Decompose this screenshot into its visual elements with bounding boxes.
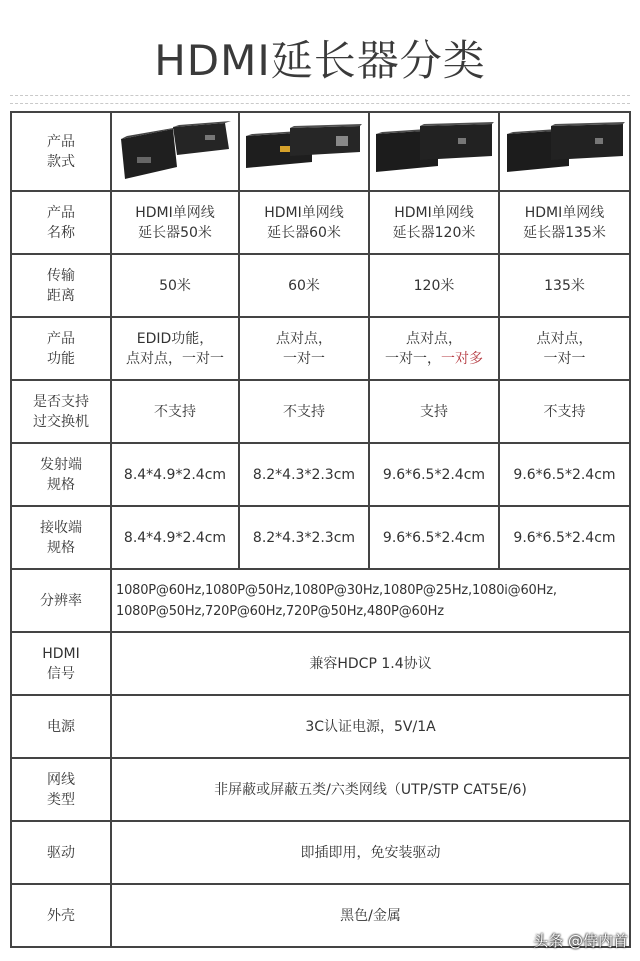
extender-60m-image [244,122,364,182]
label-text: HDMI 信号 [42,645,80,682]
cell-text: HDMI单网线 延长器60米 [264,204,344,241]
row-resolution [11,569,630,632]
tx-cell: 9.6*6.5*2.4cm [499,443,630,506]
row-hdmi [11,632,630,695]
label-text: 产品 功能 [47,330,75,367]
power-cell: 3C认证电源，5V/1A [111,695,630,758]
product-image-cell [369,112,499,191]
row-label [11,317,111,380]
row-label [11,506,111,569]
distance-cell: 60米 [239,254,369,317]
name-cell [239,191,369,254]
divider [10,95,630,96]
rx-cell: 9.6*6.5*2.4cm [499,506,630,569]
divider [10,103,630,104]
row-name [11,191,630,254]
row-label [11,254,111,317]
product-image-cell [111,112,239,191]
row-label [11,380,111,443]
row-label [11,758,111,821]
label-text: 接收端 规格 [40,519,82,556]
cell-text: HDMI单网线 延长器120米 [392,204,476,241]
label-text: 是否支持 过交换机 [33,393,89,430]
product-image-cell [239,112,369,191]
tx-cell: 8.4*4.9*2.4cm [111,443,239,506]
row-label: 驱动 [11,821,111,884]
distance-cell: 135米 [499,254,630,317]
label-text: 网线 类型 [47,771,75,808]
extender-135m-image [503,122,627,182]
cell-text: 1080P@50Hz,720P@60Hz,720P@50Hz,480P@60Hz [116,603,444,619]
row-distance [11,254,630,317]
row-tx [11,443,630,506]
cell-text: HDMI单网线 延长器135米 [523,204,606,241]
product-image-cell [499,112,630,191]
extender-50m-image [115,117,235,187]
label-text: 传输 距离 [47,267,75,304]
watermark: 头条 @侍内首 [533,932,628,950]
name-cell [369,191,499,254]
row-label: 外壳 [11,884,111,947]
row-rx [11,506,630,569]
cable-cell: 非屏蔽或屏蔽五类/六类网线（UTP/STP CAT5E/6) [111,758,630,821]
function-cell [239,317,369,380]
function-cell [111,317,239,380]
row-label: 分辨率 [11,569,111,632]
cell-text: HDMI单网线 延长器50米 [135,204,215,241]
function-cell [499,317,630,380]
driver-cell: 即插即用，免安装驱动 [111,821,630,884]
label-text: 发射端 规格 [40,456,82,493]
spec-table [10,111,631,948]
row-switch [11,380,630,443]
shell-cell: 黑色/金属 [111,884,630,947]
cell-text: 点对点， 一对一 [276,330,332,367]
row-label [11,112,111,191]
row-label [11,443,111,506]
highlight-text: 一对多 [441,350,483,367]
cell-text: 点对点， 一对一 [536,330,593,367]
label-text: 产品 款式 [47,133,75,170]
label-text: 产品 名称 [47,204,75,241]
hdmi-cell: 兼容HDCP 1.4协议 [111,632,630,695]
switch-cell: 不支持 [111,380,239,443]
rx-cell: 8.2*4.3*2.3cm [239,506,369,569]
page-title: HDMI延长器分类 [154,36,486,85]
row-style [11,112,630,191]
extender-120m-image [372,122,496,182]
name-cell [499,191,630,254]
row-function [11,317,630,380]
row-cable [11,758,630,821]
rx-cell: 9.6*6.5*2.4cm [369,506,499,569]
switch-cell: 不支持 [239,380,369,443]
cell-text: 1080P@60Hz,1080P@50Hz,1080P@30Hz,1080P@25Hz,1080i@60Hz, [116,582,557,598]
switch-cell: 支持 [369,380,499,443]
row-label: 电源 [11,695,111,758]
row-label [11,191,111,254]
function-cell [369,317,499,380]
name-cell [111,191,239,254]
cell-text: 一对一， [385,350,441,367]
row-label [11,632,111,695]
rx-cell: 8.4*4.9*2.4cm [111,506,239,569]
distance-cell: 120米 [369,254,499,317]
cell-text: EDID功能， 点对点，一对一 [126,330,224,367]
row-driver [11,821,630,884]
tx-cell: 8.2*4.3*2.3cm [239,443,369,506]
cell-text: 点对点， [406,330,462,347]
distance-cell: 50米 [111,254,239,317]
resolution-cell [111,569,630,632]
tx-cell: 9.6*6.5*2.4cm [369,443,499,506]
row-power [11,695,630,758]
switch-cell: 不支持 [499,380,630,443]
